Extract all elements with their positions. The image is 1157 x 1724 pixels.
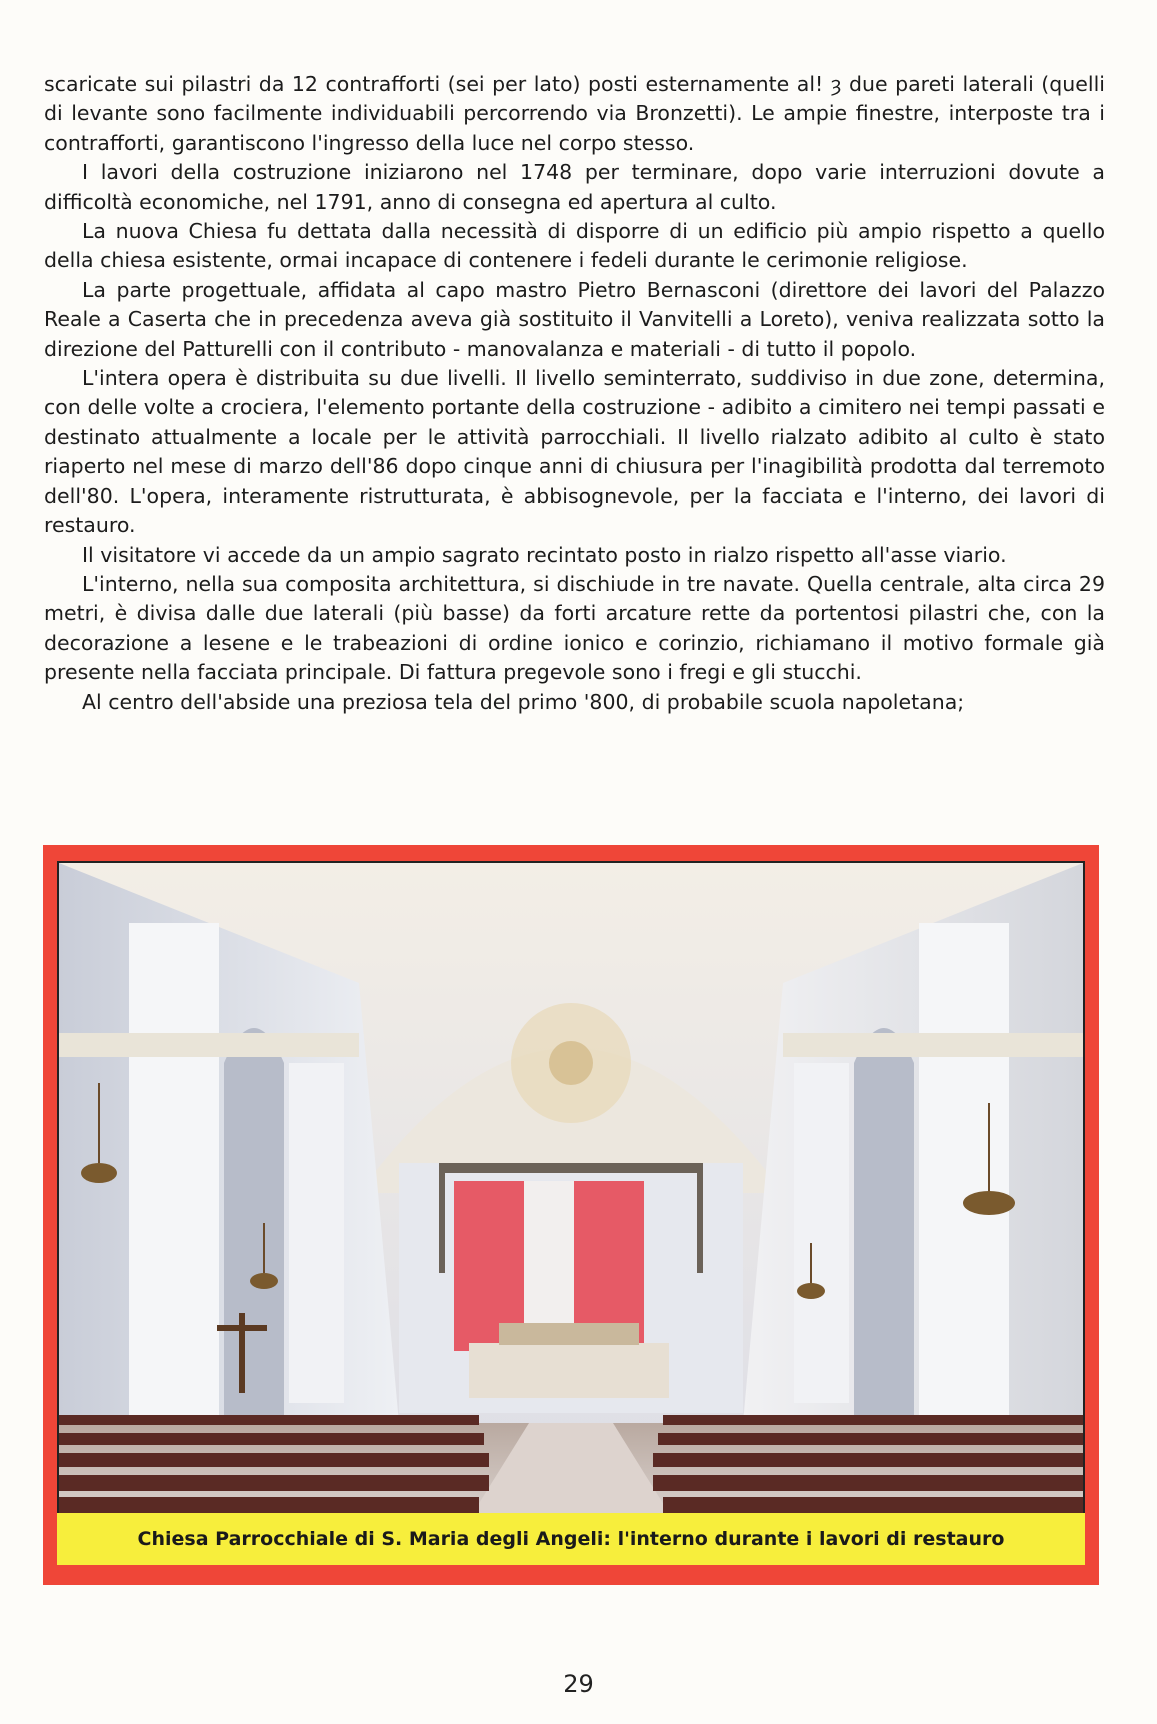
paragraph-8: Al centro dell'abside una preziosa tela del primo '800, di probabile scuola napoletana; (82, 689, 965, 714)
paragraph-1: scaricate sui pilastri da 12 contrafforti (sei per lato) posti esternamente al! ȝ due pareti laterali (quelli di levante sono facilmente individuabili percorrendo via Bronzetti). Le ampie finestre, interposte tra i contrafforti, garantiscono l'ingresso della luce nel corpo stesso. (44, 72, 1105, 155)
paragraph-7: L'interno, nella sua composita architettura, si dischiude in tre navate. Quella centrale, alta circa 29 metri, è divisa dalle due laterali (più basse) da forti arcature rette da portentosi pilastri che, con la decorazione a lesene e le trabeazioni di ordine ionico e corinzio, richiamano il motivo formale già presente nella facciata principale. Di fattura pregevole sono i fregi e gli stucchi. (44, 571, 1105, 685)
paragraph-5: L'intera opera è distribuita su due livelli. Il livello seminterrato, suddiviso in due zone, determina, con delle volte a crociera, l'elemento portante della costruzione - adibito a cimitero nei tempi passati e destinato attualmente a locale per le attività parrocchiali. Il livello rialzato adibito al culto è stato riaperto nel mese di marzo dell'86 dopo cinque anni di chiusura per l'inagibilità prodotta dal terremoto dell'80. L'opera, interamente ristrutturata, è abbisognevole, per la facciata e l'interno, dei lavori di restauro. (44, 366, 1105, 538)
paragraph-3: La nuova Chiesa fu dettata dalla necessità di disporre di un edificio più ampio rispetto a quello della chiesa esistente, ormai incapace di contenere i fedeli durante le cerimonie religiose. (44, 219, 1105, 273)
paragraph-2: I lavori della costruzione iniziarono nel 1748 per terminare, dopo varie interruzioni dovute a difficoltà economiche, nel 1791, anno di consegna ed apertura al culto. (44, 160, 1105, 214)
figure-caption (57, 1513, 1085, 1565)
body-text (44, 70, 1105, 717)
paragraph-6: Il visitatore vi accede da un ampio sagrato recintato posto in rialzo rispetto all'asse viario. (82, 542, 1007, 567)
church-interior-illustration (59, 863, 1083, 1513)
page-number: 29 (563, 1670, 594, 1698)
figure-frame (43, 845, 1099, 1585)
church-interior-photo (57, 861, 1085, 1515)
paragraph-4: La parte progettuale, affidata al capo mastro Pietro Bernasconi (direttore dei lavori del Palazzo Reale a Caserta che in precedenza aveva già sostituito il Vanvitelli a Loreto), veniva realizzata sotto la direzione del Patturelli con il contributo - manovalanza e materiali - di tutto il popolo. (44, 277, 1105, 361)
figure-caption-text: Chiesa Parrocchiale di S. Maria degli Angeli: l'interno durante i lavori di restauro (137, 1528, 1005, 1550)
